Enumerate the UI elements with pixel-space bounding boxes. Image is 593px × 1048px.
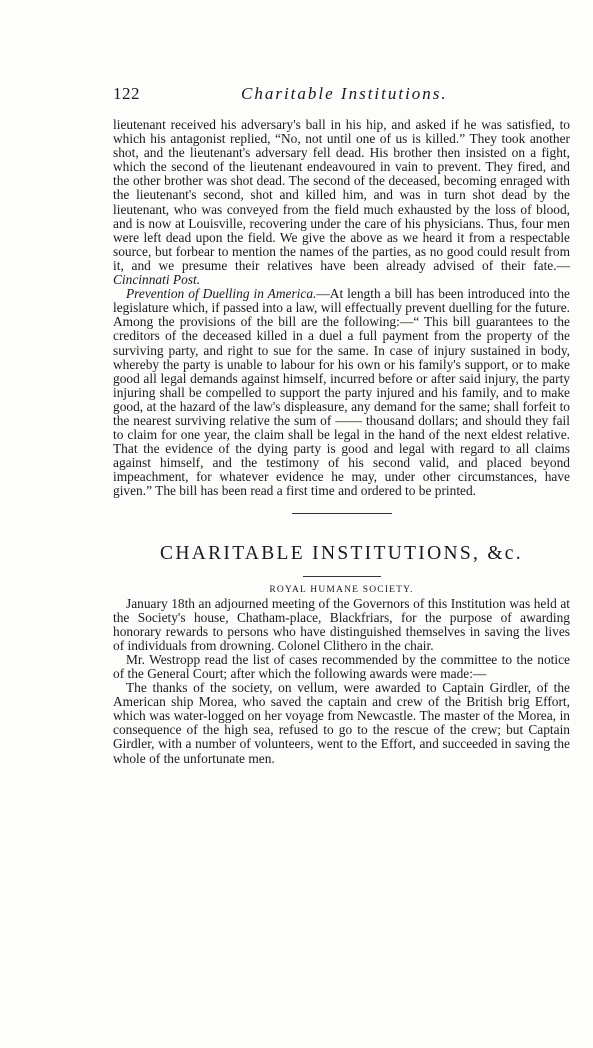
prevention-title: Prevention of Duelling in America. (126, 286, 317, 302)
duel-account-source: Cincinnati Post. (113, 272, 201, 288)
page-number: 122 (113, 84, 140, 103)
westropp-paragraph: Mr. Westropp read the list of cases recommended by the committee to the notice of the General Court; after which the following awards were made:— (113, 651, 570, 681)
page-header (113, 84, 573, 106)
society-subheading: ROYAL HUMANE SOCIETY. (269, 584, 414, 595)
duel-account-text: lieutenant received his adversary's ball in his hip, and asked if he was satisfied, to which his antagonist replied, “No, not until one of us is killed.” They took another shot, and the lieutenant's adversary fell dead. His brother then insisted on a fight, which the second of the lieutenant endeavoured in vain to prevent. They fired, and the other brother was shot dead. The second of the deceased, becoming enraged with the lieutenant's second, shot and killed him, and was in turn shot dead by the lieutenant, who was conveyed from the field much exhausted by the loss of blood, and is now at Louisville, recovering under the care of his physicians. Thus, four men were left dead upon the field. We give the above as we heard it from a respectable source, but forbear to mention the names of the parties, as no good could result from it, and we presume their relatives have been already advised of their fate.— (113, 117, 570, 273)
page-body (113, 118, 570, 766)
girdler-paragraph: The thanks of the society, on vellum, were awarded to Captain Girdler, of the American ship Morea, who saved the captain and crew of the British brig Effort, which was water-logged on her voyage from Newcastle. The master of the Morea, in consequence of the high sea, refused to go to the rescue of the crew; but Captain Girdler, with a number of volunteers, went to the Effort, and succeeded in saving the whole of the unfortunate men. (113, 680, 570, 766)
prevention-paragraph (113, 287, 570, 498)
duel-account-paragraph (113, 118, 570, 287)
heading-divider (303, 576, 381, 577)
running-head: Charitable Institutions. (241, 84, 448, 103)
section-heading: CHARITABLE INSTITUTIONS, &c. (160, 542, 523, 564)
section-divider (292, 513, 392, 514)
prevention-text: —At length a bill has been introduced into the legislature which, if passed into a law, will effectually prevent duelling for the future. Among the provisions of the bill are the following:—“ This bill guarantees to the creditors of the deceased killed in a duel a full payment from the property of the surviving party, and right to sue for the same. In case of injury sustained in body, whereby the party is unable to labour for his own or his family's support, or to make good all legal demands against himself, incurred before or after said injury, the party injuring shall be compelled to support the party injured and his family, and to make good, at the hazard of the law's displeasure, any demand for the same; shall forfeit to the nearest surviving relative the sum of —— thousand dollars; and should they fail to claim for one year, the claim shall be legal in the hand of the next eldest relative. That the evidence of the dying party is good and legal with regard to all claims against himself, and the testimony of his second valid, and placed beyond impeachment, for whatever evidence he may, under other circumstances, have given.” The bill has been read a first time and ordered to be printed. (113, 286, 570, 499)
meeting-paragraph: January 18th an adjourned meeting of the Governors of this Institution was held at the Society's house, Chatham-place, Blackfriars, for the purpose of awarding honorary rewards to persons who have distinguished themselves in saving the lives of individuals from drowning. Colonel Clithero in the chair. (113, 595, 570, 653)
